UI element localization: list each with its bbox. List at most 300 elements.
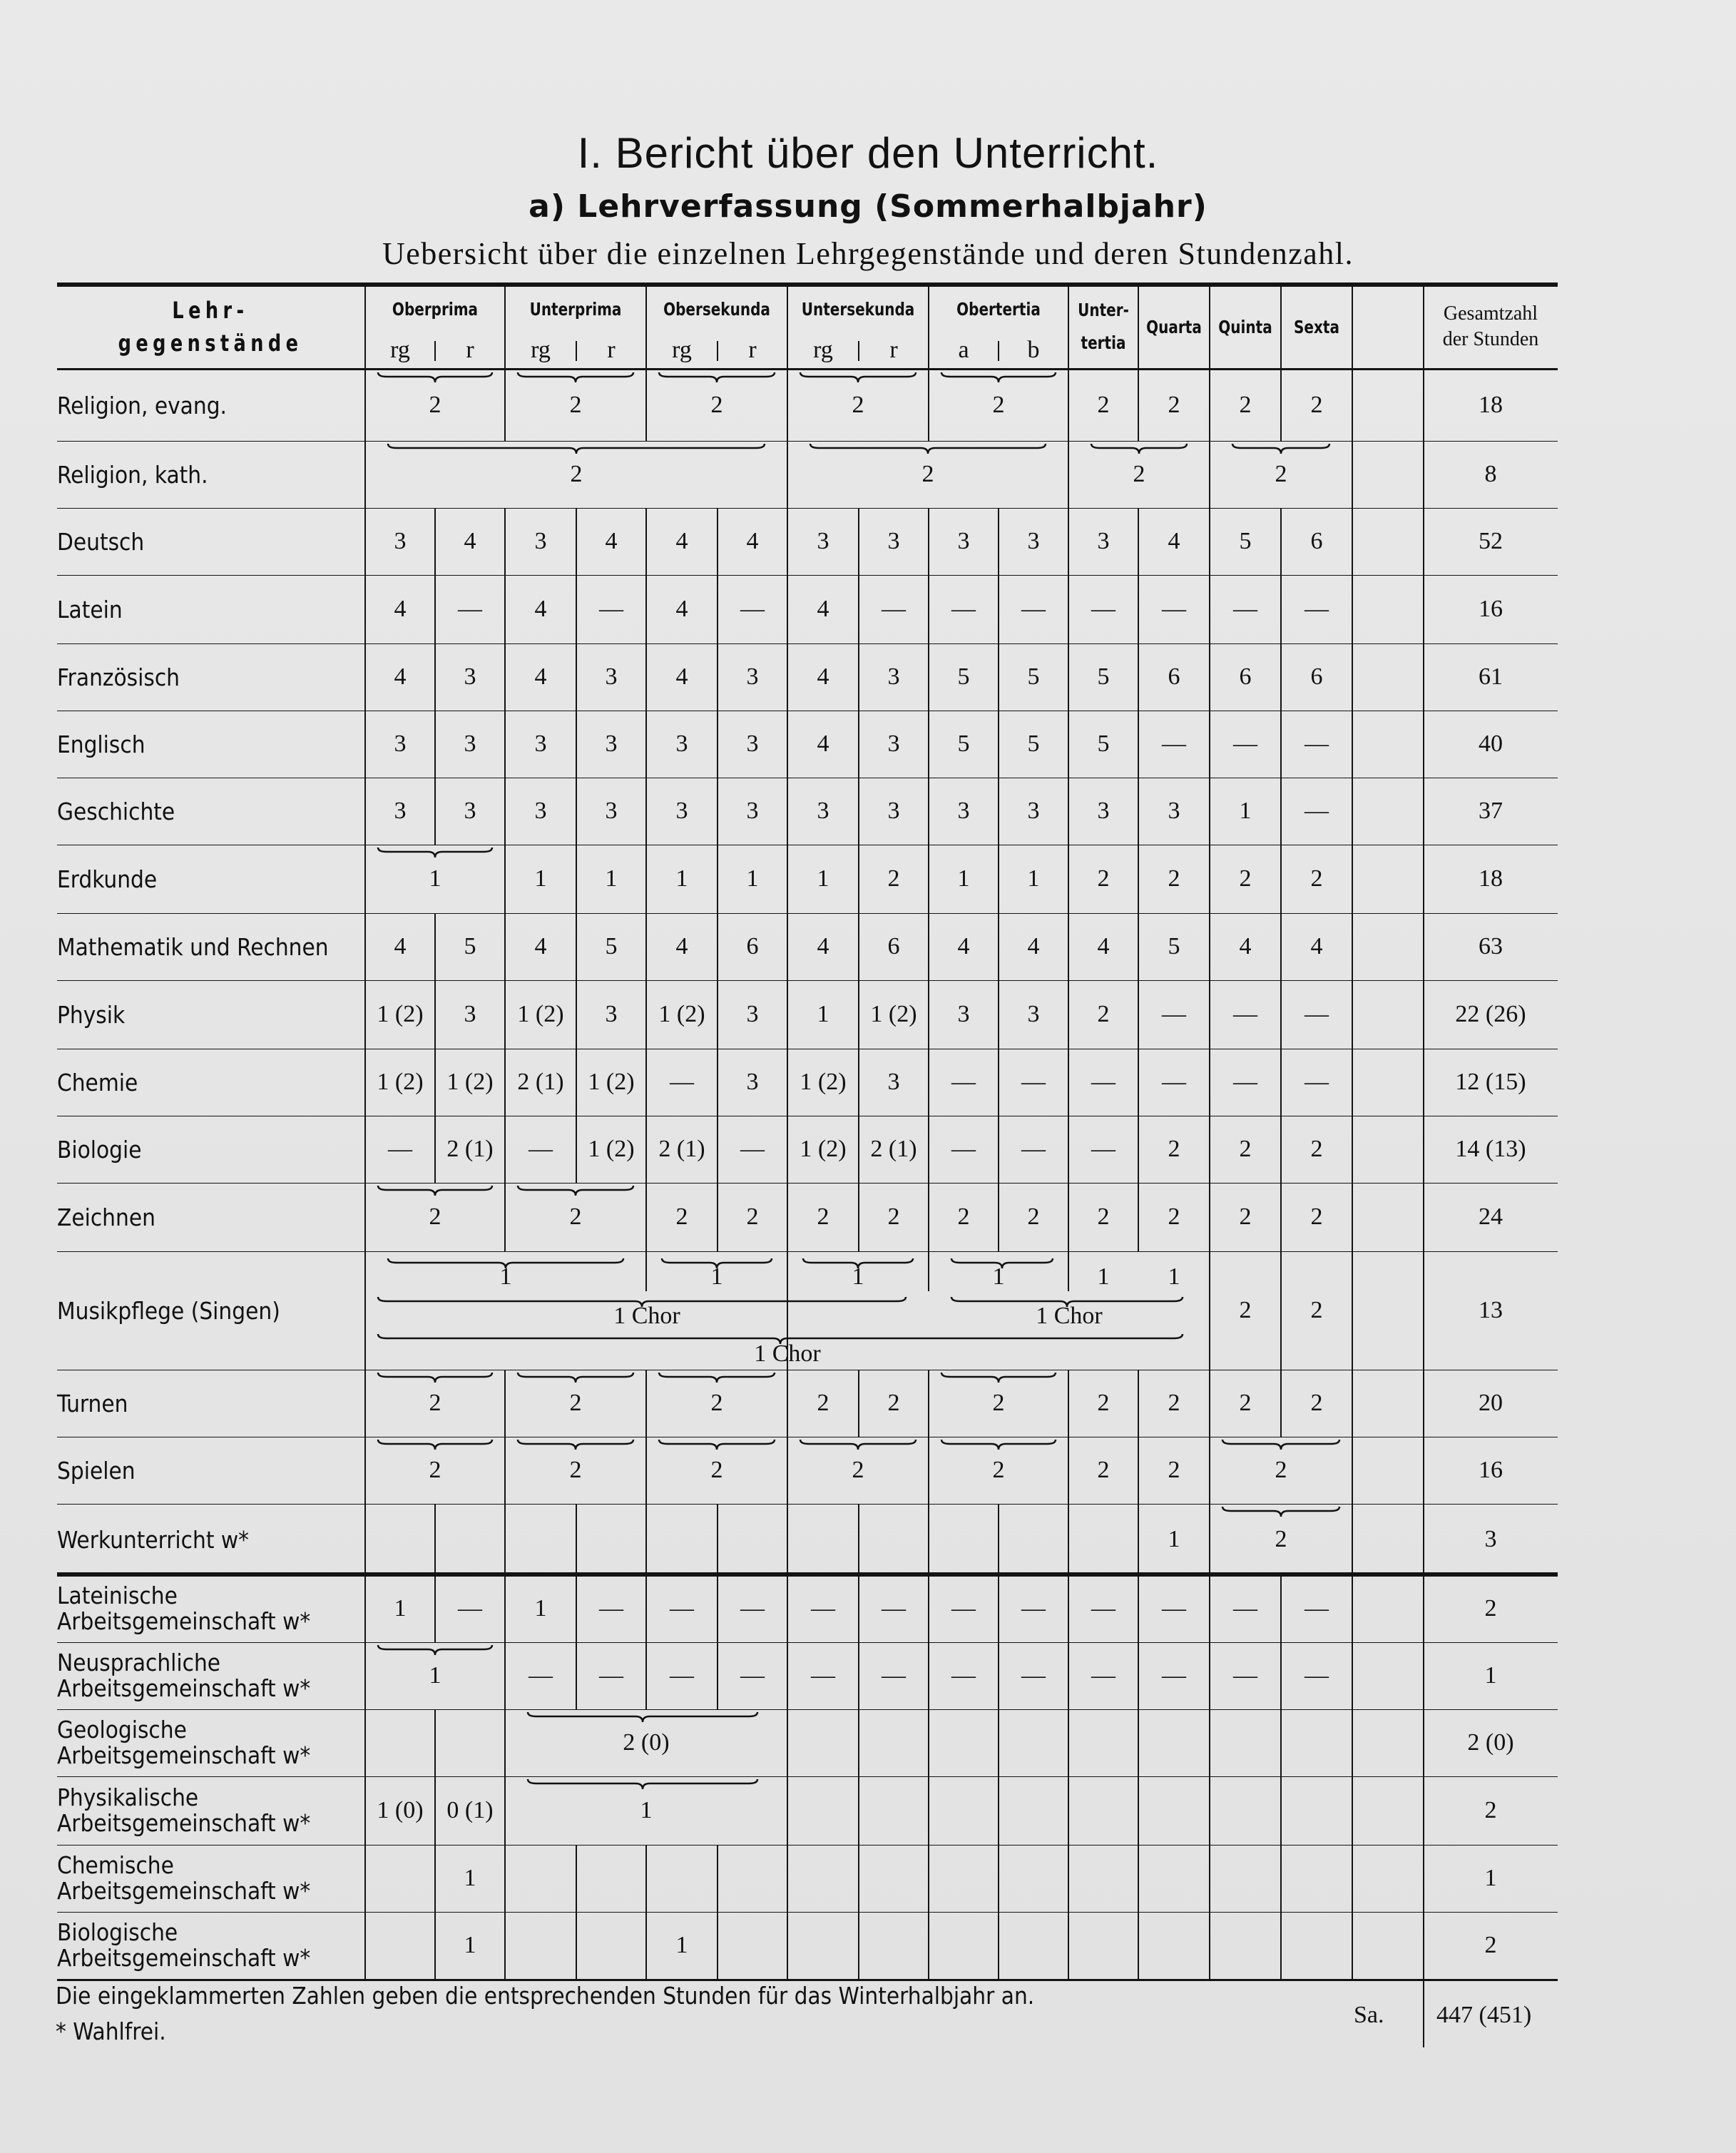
- column-rule: [645, 913, 647, 980]
- column-rule: [1209, 575, 1210, 643]
- table-cell: 1 (2): [377, 1001, 424, 1027]
- column-rule: [1352, 1709, 1353, 1776]
- column-rule: [858, 1776, 859, 1845]
- header-subject-2: gegenstände: [118, 330, 303, 357]
- header-sub-divider: [717, 341, 718, 361]
- column-rule: [787, 575, 788, 643]
- table-cell: —: [599, 1662, 623, 1689]
- table-cell: 1: [710, 1263, 723, 1290]
- table-cell: 1 Chor: [613, 1303, 680, 1329]
- table-cell: 4: [675, 596, 688, 622]
- table-cell: 2: [429, 392, 441, 418]
- table-cell: 4: [464, 528, 476, 554]
- table-cell: 2 (1): [658, 1136, 705, 1162]
- table-cell: 3: [887, 1069, 900, 1095]
- column-rule: [1209, 1776, 1210, 1845]
- table-cell: 3: [817, 528, 829, 554]
- table-cell: 1: [640, 1797, 653, 1823]
- column-rule: [504, 575, 506, 643]
- table-cell: 2: [1239, 865, 1252, 892]
- table-cell: 3: [605, 731, 618, 757]
- column-rule: [1352, 285, 1353, 368]
- column-rule: [576, 711, 577, 778]
- table-cell: 3: [394, 528, 407, 554]
- row-total: 24: [1479, 1203, 1503, 1230]
- row-label: Französisch: [57, 663, 180, 691]
- table-cell: 2: [1168, 1203, 1180, 1230]
- table-cell: 2: [1275, 1457, 1287, 1483]
- column-rule: [1280, 913, 1282, 980]
- table-cell: 1 (2): [658, 1001, 705, 1027]
- table-cell: —: [811, 1595, 835, 1622]
- table-cell: 3: [817, 798, 829, 824]
- row-label: [57, 1575, 310, 1642]
- table-cell: 2: [1275, 1526, 1287, 1552]
- table-cell: 4: [675, 528, 688, 554]
- column-rule: [645, 508, 647, 575]
- table-cell: 3: [534, 528, 547, 554]
- column-rule: [576, 913, 577, 980]
- column-rule: [1068, 1504, 1069, 1575]
- column-rule: [858, 1912, 859, 1979]
- table-cell: 3: [746, 1001, 759, 1027]
- table-cell: 2: [1310, 1390, 1323, 1416]
- table-cell: 3: [605, 663, 618, 690]
- row-total: 8: [1484, 461, 1497, 487]
- column-rule: [787, 778, 788, 845]
- column-rule: [1352, 575, 1353, 643]
- table-cell: 1: [534, 1595, 547, 1622]
- column-rule: [787, 1504, 788, 1575]
- column-rule: [1280, 980, 1282, 1049]
- table-cell: 3: [1097, 528, 1110, 554]
- column-rule: [787, 285, 788, 368]
- table-cell: —: [670, 1069, 694, 1095]
- table-cell: 4: [394, 663, 407, 690]
- table-cell: 2: [852, 392, 864, 418]
- column-rule: [1209, 1912, 1210, 1979]
- row-label-line-1: Neusprachliche: [57, 1649, 221, 1676]
- table-cell: 2: [1097, 1457, 1110, 1483]
- table-cell: 3: [464, 798, 476, 824]
- table-cell: 3: [464, 663, 476, 690]
- table-cell: 2: [992, 1457, 1005, 1483]
- column-rule: [576, 1116, 577, 1183]
- footnote-brackets: Die eingeklammerten Zahlen geben die entsprechenden Stunden für das Winterhalbjahr an.: [56, 1982, 1035, 2010]
- table-cell: 3: [675, 731, 688, 757]
- table-cell: 4: [1168, 528, 1180, 554]
- column-rule: [1138, 913, 1139, 980]
- row-label: [57, 1776, 310, 1845]
- table-cell: 4: [1239, 933, 1252, 960]
- row-label: Physik: [57, 1000, 126, 1029]
- column-rule: [576, 1504, 577, 1575]
- column-rule: [998, 1912, 999, 1979]
- row-label-line-2: Arbeitsgemeinschaft w*: [57, 1674, 311, 1702]
- column-rule: [364, 643, 366, 711]
- column-rule: [504, 778, 506, 845]
- column-rule: [1209, 980, 1210, 1049]
- table-cell: 2: [1275, 461, 1287, 487]
- row-total: 2 (0): [1467, 1729, 1514, 1756]
- row-total: 2: [1484, 1932, 1497, 1958]
- column-rule: [1352, 1049, 1353, 1116]
- column-rule: [858, 980, 859, 1049]
- table-cell: 1 (2): [377, 1069, 424, 1095]
- column-rule: [858, 1116, 859, 1183]
- table-cell: 6: [746, 933, 759, 960]
- column-rule: [717, 643, 718, 711]
- table-cell: 1: [1097, 1263, 1110, 1290]
- table-cell: 1 (2): [517, 1001, 564, 1027]
- table-cell: —: [1304, 1662, 1329, 1689]
- row-label: Englisch: [57, 730, 145, 758]
- page-subtitle: a) Lehrverfassung (Sommerhalbjahr): [529, 188, 1207, 225]
- column-rule: [1068, 980, 1069, 1049]
- table-cell: 1: [675, 865, 688, 892]
- table-cell: —: [599, 596, 623, 622]
- header-sub-divider: [998, 341, 999, 361]
- table-cell: 1 Chor: [1036, 1303, 1103, 1329]
- table-cell: —: [1304, 1001, 1329, 1027]
- row-total: 3: [1484, 1526, 1497, 1552]
- table-cell: 1: [992, 1263, 1005, 1290]
- table-cell: 2: [710, 1457, 723, 1483]
- row-total: 40: [1479, 731, 1503, 757]
- row-total: 16: [1479, 596, 1503, 622]
- row-total: 20: [1479, 1390, 1503, 1416]
- column-rule: [364, 1912, 366, 1979]
- table-cell: 2: [1027, 1203, 1040, 1230]
- page-subtitle-2: Uebersicht über die einzelnen Lehrgegenstände und deren Stundenzahl.: [382, 236, 1354, 271]
- header-untertertia-2: tertia: [1081, 332, 1126, 353]
- header-sub-left: a: [958, 337, 969, 363]
- column-rule: [504, 285, 506, 368]
- footnote-optional: * Wahlfrei.: [56, 2017, 166, 2045]
- column-rule: [717, 913, 718, 980]
- column-rule: [787, 913, 788, 980]
- column-rule: [717, 575, 718, 643]
- column-rule: [1068, 575, 1069, 643]
- column-rule: [787, 1845, 788, 1912]
- column-rule: [717, 1049, 718, 1116]
- column-rule: [434, 980, 436, 1049]
- column-rule: [858, 913, 859, 980]
- column-rule: [1280, 1709, 1282, 1776]
- row-label: [57, 1845, 310, 1912]
- table-cell: 1: [675, 1932, 688, 1958]
- column-rule: [434, 913, 436, 980]
- column-rule: [858, 643, 859, 711]
- column-rule: [1209, 1845, 1210, 1912]
- table-cell: 1: [817, 865, 829, 892]
- column-rule: [928, 980, 929, 1049]
- column-rule: [1280, 1845, 1282, 1912]
- column-rule: [998, 643, 999, 711]
- column-rule: [717, 1116, 718, 1183]
- column-rule: [717, 1845, 718, 1912]
- table-cell: —: [951, 596, 976, 622]
- column-rule: [998, 1709, 999, 1776]
- total-column-rule: [1423, 508, 1424, 575]
- sum-column-rule: [1423, 1979, 1424, 2047]
- row-total: 16: [1479, 1457, 1503, 1483]
- table-cell: 2: [1168, 1457, 1180, 1483]
- column-rule: [998, 1776, 999, 1845]
- column-rule: [364, 980, 366, 1049]
- table-cell: —: [529, 1136, 553, 1162]
- column-rule: [928, 1912, 929, 1979]
- table-cell: 6: [1239, 663, 1252, 690]
- table-cell: 1: [499, 1263, 512, 1290]
- column-rule: [1068, 1709, 1069, 1776]
- column-rule: [1138, 778, 1139, 845]
- table-cell: 2: [569, 1203, 582, 1230]
- table-cell: 3: [746, 663, 759, 690]
- row-label-line-1: Physikalische: [57, 1783, 199, 1811]
- column-rule: [1138, 575, 1139, 643]
- row-label: Religion, evang.: [57, 391, 227, 419]
- table-cell: 1: [394, 1595, 407, 1622]
- table-cell: 2: [1168, 1390, 1180, 1416]
- table-cell: —: [458, 1595, 482, 1622]
- total-column-rule: [1423, 1776, 1424, 1845]
- table-cell: 4: [394, 596, 407, 622]
- column-rule: [364, 285, 366, 368]
- total-column-rule: [1423, 1116, 1424, 1183]
- column-rule: [1138, 1709, 1139, 1776]
- row-total: 2: [1484, 1595, 1497, 1622]
- row-rule: [57, 1776, 1558, 1777]
- row-label-line-1: Biologische: [57, 1918, 178, 1946]
- table-cell: 2: [569, 1457, 582, 1483]
- table-cell: —: [811, 1662, 835, 1689]
- column-rule: [717, 980, 718, 1049]
- table-cell: 2 (1): [517, 1069, 564, 1095]
- table-cell: 1: [1027, 865, 1040, 892]
- table-cell: 2: [921, 461, 934, 487]
- column-rule: [1068, 1912, 1069, 1979]
- table-cell: 2: [817, 1390, 829, 1416]
- row-total: 18: [1479, 865, 1503, 892]
- row-label: Spielen: [57, 1456, 136, 1485]
- column-rule: [1138, 711, 1139, 778]
- table-cell: 2: [569, 392, 582, 418]
- column-rule: [576, 980, 577, 1049]
- total-column-rule: [1423, 711, 1424, 778]
- column-rule: [504, 508, 506, 575]
- table-cell: —: [740, 1595, 765, 1622]
- total-column-rule: [1423, 1575, 1424, 1642]
- column-rule: [787, 1049, 788, 1116]
- column-rule: [645, 1116, 647, 1183]
- table-cell: 2: [675, 1203, 688, 1230]
- column-rule: [998, 980, 999, 1049]
- row-total: 14 (13): [1455, 1136, 1526, 1162]
- column-rule: [998, 1049, 999, 1116]
- table-cell: 3: [464, 1001, 476, 1027]
- row-label-line-2: Arbeitsgemeinschaft w*: [57, 1607, 311, 1635]
- row-total: 52: [1479, 528, 1503, 554]
- column-rule: [364, 1845, 366, 1912]
- column-rule: [1209, 1709, 1210, 1776]
- table-cell: 5: [1027, 663, 1040, 690]
- table-cell: 3: [957, 528, 970, 554]
- row-label: [57, 1642, 310, 1709]
- column-rule: [858, 1049, 859, 1116]
- table-cell: 3: [887, 663, 900, 690]
- table-cell: —: [458, 596, 482, 622]
- column-rule: [645, 575, 647, 643]
- header-class-4: Obertertia: [956, 298, 1041, 320]
- table-cell: —: [1304, 731, 1329, 757]
- column-rule: [1138, 1049, 1139, 1116]
- row-label: Geschichte: [57, 797, 175, 825]
- table-cell: 2: [569, 1390, 582, 1416]
- column-rule: [1068, 1845, 1069, 1912]
- column-rule: [787, 1116, 788, 1183]
- table-cell: —: [1091, 1595, 1115, 1622]
- table-cell: —: [951, 1662, 976, 1689]
- table-cell: 4: [534, 596, 547, 622]
- row-rule: [57, 1912, 1558, 1913]
- column-rule: [1352, 980, 1353, 1049]
- table-cell: 5: [957, 663, 970, 690]
- table-cell: 4: [1097, 933, 1110, 960]
- header-sub-divider: [576, 341, 577, 361]
- row-label-line-2: Arbeitsgemeinschaft w*: [57, 1741, 311, 1769]
- column-rule: [1068, 643, 1069, 711]
- column-rule: [645, 711, 647, 778]
- table-cell: 1 (2): [870, 1001, 917, 1027]
- table-cell: 0 (1): [446, 1797, 494, 1823]
- table-cell: —: [670, 1595, 694, 1622]
- column-rule: [858, 711, 859, 778]
- table-cell: 1: [1168, 1526, 1180, 1552]
- table-cell: —: [1304, 1069, 1329, 1095]
- table-cell: 2: [957, 1203, 970, 1230]
- row-total: 1: [1484, 1865, 1497, 1891]
- column-rule: [1280, 1776, 1282, 1845]
- table-cell: 2: [887, 865, 900, 892]
- row-label: Latein: [57, 595, 123, 623]
- column-rule: [645, 980, 647, 1049]
- table-cell: —: [951, 1595, 976, 1622]
- row-total: 13: [1479, 1297, 1503, 1323]
- table-cell: 2 (1): [870, 1136, 917, 1162]
- column-rule: [1280, 285, 1282, 368]
- column-rule: [434, 778, 436, 845]
- table-cell: 4: [394, 933, 407, 960]
- column-rule: [576, 1912, 577, 1979]
- table-cell: —: [1233, 1595, 1257, 1622]
- column-rule: [504, 980, 506, 1049]
- row-rule: [57, 1845, 1558, 1846]
- column-rule: [858, 1845, 859, 1912]
- header-total-1: Gesamtzahl: [1443, 302, 1538, 325]
- table-cell: 2: [429, 1203, 441, 1230]
- column-rule: [1068, 1776, 1069, 1845]
- column-rule: [998, 778, 999, 845]
- table-cell: 1: [1239, 798, 1252, 824]
- table-cell: 2: [429, 1390, 441, 1416]
- column-rule: [1209, 913, 1210, 980]
- sum-label: Sa.: [1354, 2002, 1384, 2028]
- column-rule: [998, 1504, 999, 1575]
- table-cell: 3: [887, 798, 900, 824]
- table-cell: 1 (0): [377, 1797, 424, 1823]
- row-total: 1: [1484, 1662, 1497, 1689]
- table-cell: 1: [852, 1263, 864, 1290]
- table-cell: 3: [394, 798, 407, 824]
- table-cell: —: [388, 1136, 412, 1162]
- column-rule: [998, 508, 999, 575]
- header-sub-left: rg: [813, 337, 833, 363]
- table-cell: 3: [746, 731, 759, 757]
- row-total: 37: [1479, 798, 1503, 824]
- table-cell: —: [1233, 1069, 1257, 1095]
- table-cell: 4: [1027, 933, 1040, 960]
- column-rule: [364, 711, 366, 778]
- column-rule: [928, 1504, 929, 1575]
- table-cell: 4: [817, 933, 829, 960]
- table-cell: —: [1021, 1136, 1046, 1162]
- table-cell: 4: [534, 933, 547, 960]
- column-rule: [504, 711, 506, 778]
- total-column-rule: [1423, 370, 1424, 441]
- sum-total: 447 (451): [1436, 2002, 1532, 2028]
- table-cell: 3: [605, 1001, 618, 1027]
- column-rule: [1138, 1776, 1139, 1845]
- column-rule: [928, 285, 929, 368]
- column-rule: [364, 575, 366, 643]
- table-cell: —: [1233, 731, 1257, 757]
- table-cell: —: [529, 1662, 553, 1689]
- header-sub-left: rg: [531, 337, 551, 363]
- table-cell: 2: [1097, 1001, 1110, 1027]
- column-rule: [434, 1116, 436, 1183]
- row-rule: [57, 1709, 1558, 1710]
- column-rule: [364, 508, 366, 575]
- table-cell: 5: [464, 933, 476, 960]
- column-rule: [576, 778, 577, 845]
- column-rule: [504, 1049, 506, 1116]
- table-cell: —: [1021, 1662, 1046, 1689]
- row-label-line-1: Geologische: [57, 1716, 187, 1744]
- column-rule: [1068, 285, 1069, 368]
- total-column-rule: [1423, 1912, 1424, 1979]
- column-rule: [928, 1049, 929, 1116]
- header-class-3: Untersekunda: [801, 298, 915, 320]
- table-cell: 3: [746, 1069, 759, 1095]
- table-cell: 2: [429, 1457, 441, 1483]
- row-label: Werkunterricht w*: [57, 1525, 250, 1554]
- table-cell: 3: [1097, 798, 1110, 824]
- column-rule: [364, 913, 366, 980]
- column-rule: [858, 508, 859, 575]
- table-cell: —: [1021, 1069, 1046, 1095]
- column-rule: [1280, 778, 1282, 845]
- column-rule: [1138, 1116, 1139, 1183]
- column-rule: [1138, 285, 1139, 368]
- column-rule: [998, 913, 999, 980]
- table-cell: 2: [1097, 865, 1110, 892]
- header-sexta: Sexta: [1294, 316, 1339, 337]
- row-label: [57, 1912, 310, 1979]
- table-cell: —: [1021, 1595, 1046, 1622]
- total-column-rule: [1423, 575, 1424, 643]
- table-cell: 6: [1168, 663, 1180, 690]
